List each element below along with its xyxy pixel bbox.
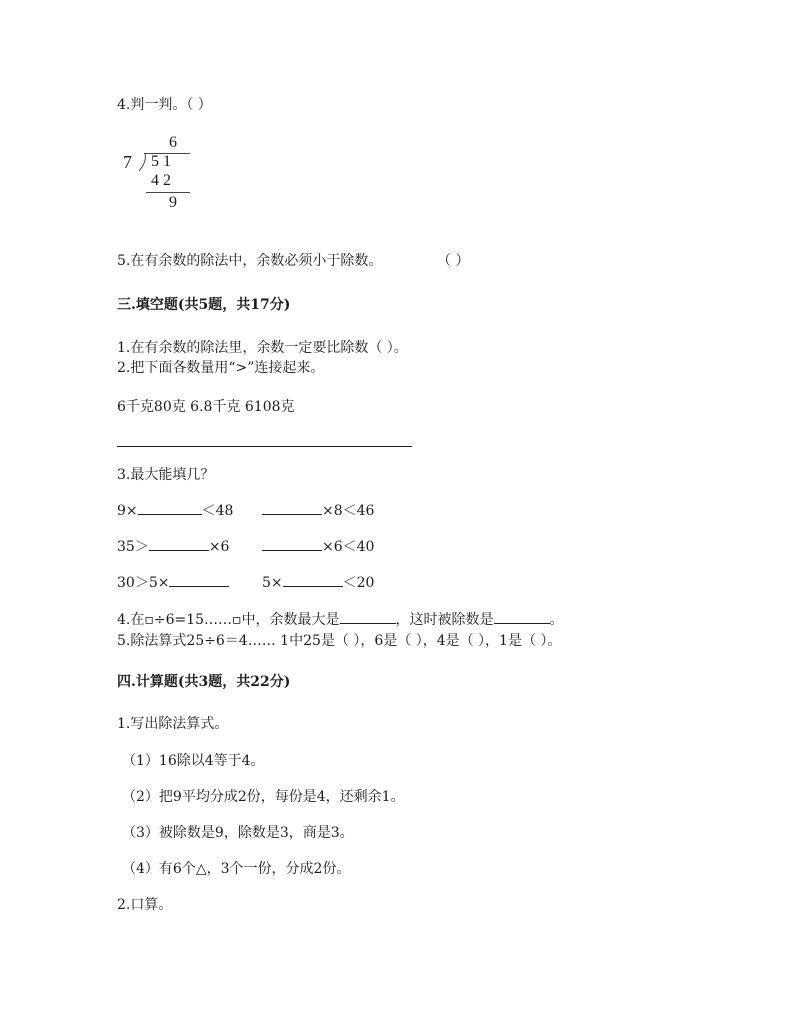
blank[interactable]: [494, 623, 550, 624]
blank[interactable]: [169, 586, 229, 587]
section-calc-heading: 四.计算题(共3题，共22分): [117, 674, 291, 690]
blank[interactable]: [149, 550, 209, 551]
division-dividend: 5 1: [151, 153, 171, 170]
fill-row-2-left: 35＞ ×6: [117, 539, 230, 555]
question-4-judge: 4.判一判。（ ）: [117, 97, 212, 113]
fill-question-2: 2.把下面各数量用“>”连接起来。: [117, 360, 325, 376]
fill-row-1-left: 9× ＜48: [117, 503, 234, 519]
fill-question-4: 4.在▫÷6=15……▫中，余数最大是 ，这时被除数是 。: [117, 612, 564, 628]
fill-row-3-right: 5× ＜20: [262, 575, 375, 591]
division-divisor: 7: [123, 152, 132, 172]
calc-item-1: （1）16除以4等于4。: [122, 753, 265, 769]
blank[interactable]: [262, 514, 322, 515]
blank[interactable]: [283, 586, 343, 587]
division-quotient: 6: [169, 134, 177, 151]
section-fill-heading: 三.填空题(共5题，共17分): [117, 297, 291, 313]
blank[interactable]: [262, 550, 322, 551]
calc-item-3: （3）被除数是9，除数是3，商是3。: [122, 825, 354, 841]
fill-question-5: 5.除法算式25÷6＝4…… 1中25是（ ），6是（ ），4是（ ），1是（ ）。: [117, 633, 562, 649]
blank[interactable]: [138, 514, 202, 515]
calc-item-4: （4）有6个△，3个一份，分成2份。: [122, 861, 351, 877]
division-remainder: 9: [169, 194, 177, 211]
blank[interactable]: [340, 623, 396, 624]
fill-question-1: 1.在有余数的除法里，余数一定要比除数（ ）。: [117, 340, 408, 356]
division-subtract-line: [146, 192, 190, 193]
fill-row-2-right: ×6＜40: [262, 536, 374, 556]
fill-question-2-values: 6千克80克 6.8千克 6108克: [117, 399, 295, 415]
division-product: 4 2: [151, 172, 171, 189]
calc-question-1: 1.写出除法算式。: [117, 716, 229, 732]
fill-question-3: 3.最大能填几？: [117, 467, 215, 483]
question-5-answer-paren: （ ）: [437, 253, 470, 269]
fill-row-1-right: ×8＜46: [262, 500, 374, 520]
division-bracket: [138, 152, 148, 172]
question-5-judge: 5.在有余数的除法中，余数必须小于除数。: [117, 253, 383, 269]
answer-line[interactable]: [117, 446, 412, 447]
calc-item-2: （2）把9平均分成2份，每份是4，还剩余1。: [122, 789, 405, 805]
calc-question-2: 2.口算。: [117, 897, 173, 913]
fill-row-3-left: 30＞5×: [117, 572, 229, 592]
